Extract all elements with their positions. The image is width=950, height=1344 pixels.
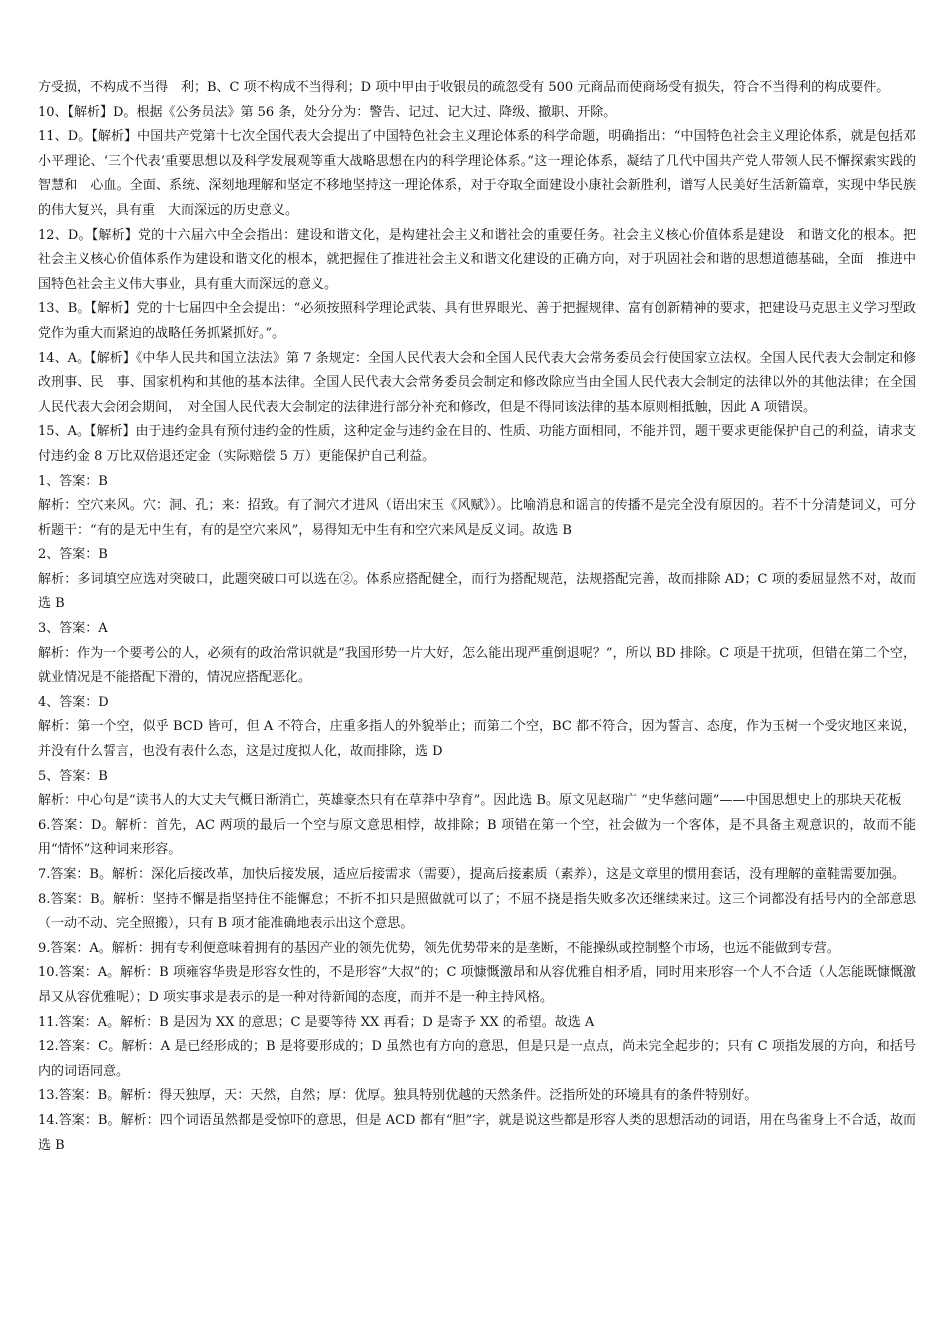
paragraph-q14-analysis: 14、A。【解析】《中华人民共和国立法法》第 7 条规定：全国人民代表大会和全国人民代表大会常务委员会行使国家立法权。全国人民代表大会制定和修改刑事、民 事、国家机构和其他的基本法律。全国人民代表大会常务委员会制定和修改除应当由全国人民代表大会制定的法律以外的其他法律；在全国人民代表大会闭会期间， 对全国人民代表大会制定的法律进行部分补充和修改，但是不得同该法律的基本原则相抵触，因此 A 项错误。 xyxy=(38,350,916,415)
answer-1: 1、答案：B xyxy=(38,473,108,489)
explanation-5: 解析：中心句是“读书人的大丈夫气概日渐消亡，英雄豪杰只有在草莽中孕育”。因此选 B。原文见赵瑞广 “史华慈问题”——中国思想史上的那块天花板 xyxy=(38,793,902,809)
answer-5: 5、答案：B xyxy=(38,768,108,784)
paragraph-q15-analysis: 15、A。【解析】由于违约金具有预付违约金的性质，这种定金与违约金在目的、性质、功能方面相同，不能并罚，题干要求更能保护自己的利益，请求支付违约金 8 万比双倍退还定金（实际赔偿 5 万）更能保护自己利益。 xyxy=(38,424,916,464)
answer-3: 3、答案：A xyxy=(38,621,108,637)
answer-11: 11.答案：A。解析：B 是因为 XX 的意思；C 是要等待 XX 再看；D 是寄予 XX 的希望。故选 A xyxy=(38,1014,595,1030)
explanation-2: 解析：多词填空应选对突破口，此题突破口可以选在②。体系应搭配健全，而行为搭配规范，法规搭配完善，故而排除 AD；C 项的委屈显然不对，故而选 B xyxy=(38,571,916,612)
paragraph-q11-analysis: 11、D。【解析】中国共产党第十七次全国代表大会提出了中国特色社会主义理论体系的科学命题，明确指出：“中国特色社会主义理论体系，就是包括邓 小平理论、‘三个代表’重要思想以及科学发展观等重大战略思想在内的科学理论体系。”这一理论体系，凝结了几代中国共产党人带领人民不懈探索实践的智慧和 心血。全面、系统、深刻地理解和坚定不移地坚持这一理论体系，对于夺取全面建设小康社会新胜利，谱写人民美好生活新篇章，实现中华民族的伟大复兴，具有重 大而深远的历史意义。 xyxy=(38,129,930,218)
paragraph-q10-analysis: 10、【解析】D。根据《公务员法》第 56 条，处分分为：警告、记过、记大过、降级、撤职、开除。 xyxy=(38,104,617,120)
answer-2: 2、答案：B xyxy=(38,547,108,563)
answer-6: 6.答案：D。解析：首先，AC 两项的最后一个空与原文意思相悖，故排除；B 项错在第一个空，社会做为一个客体，是不具备主观意识的，故而不能用“情怀”这种词来形容。 xyxy=(38,817,916,858)
answer-4: 4、答案：D xyxy=(38,694,109,710)
paragraph-q13-analysis: 13、B。【解析】党的十七届四中全会提出：“必须按照科学理论武装、具有世界眼光、善于把握规律、富有创新精神的要求，把建设马克思主义学习型政党作为重大而紧迫的战略任务抓紧抓好。”。 xyxy=(38,301,916,341)
answer-8: 8.答案：B。解析：坚持不懈是指坚持住不能懈怠；不折不扣只是照做就可以了；不屈不挠是指失败多次还继续来过。这三个词都没有括号内的全部意思（一动不动、完全照搬），只有 B 项才能准确地表示出这个意思。 xyxy=(38,891,916,932)
explanation-4: 解析：第一个空，似乎 BCD 皆可，但 A 不符合，庄重多指人的外貌举止；而第二个空，BC 都不符合，因为誓言、态度，作为玉树一个受灾地区来说，并没有什么誓言，也没有表什么态，这是过度拟人化，故而排除，选 D xyxy=(38,719,916,760)
paragraph-continuation: 方受损，不构成不当得 利；B、C 项不构成不当得利；D 项中甲由于收银员的疏忽受有 500 元商品而使商场受有损失，符合不当得利的构成要件。 xyxy=(38,80,890,95)
explanation-3: 解析：作为一个要考公的人，必须有的政治常识就是“我国形势一片大好，怎么能出现严重倒退呢？”，所以 BD 排除。C 项是干扰项，但错在第二个空，就业情况是不能搭配下滑的，情况应搭配恶化。 xyxy=(38,645,916,686)
answer-10: 10.答案：A。解析：B 项雍容华贵是形容女性的，不是形容“大叔”的；C 项慷慨激昂和从容优雅自相矛盾，同时用来形容一个人不合适（人怎能既慷慨激昂又从容优雅呢）；D 项实事求是表示的是一种对待新闻的态度，而并不是一种主持风格。 xyxy=(38,965,916,1005)
answer-13: 13.答案：B。解析：得天独厚，天：天然，自然；厚：优厚。独具特别优越的天然条件。泛指所处的环境具有的条件特别好。 xyxy=(38,1088,758,1104)
paragraph-q12-analysis: 12、D。【解析】党的十六届六中全会指出：建设和谐文化，是构建社会主义和谐社会的重要任务。社会主义核心价值体系是建设 和谐文化的根本。把社会主义核心价值体系作为建设和谐文化的根本，就把握住了推进社会主义和谐文化建设的正确方向，对于巩固社会和谐的思想道德基础，全面 推进中国特色社会主义伟大事业，具有重大而深远的意义。 xyxy=(38,227,916,292)
answer-9: 9.答案：A。解析：拥有专利便意味着拥有的基因产业的领先优势，领先优势带来的是垄断，不能操纵或控制整个市场，也远不能做到专营。 xyxy=(38,940,840,956)
answer-14: 14.答案：B。解析：四个词语虽然都是受惊吓的意思，但是 ACD 都有“胆”字，就是说这些都是形容人类的思想活动的词语，用在鸟雀身上不合适，故而选 B xyxy=(38,1112,916,1153)
answer-12: 12.答案：C。解析：A 是已经形成的；B 是将要形成的；D 虽然也有方向的意思，但是只是一点点，尚未完全起步的；只有 C 项指发展的方向，和括号内的词语同意。 xyxy=(38,1039,916,1079)
answer-7: 7.答案：B。解析：深化后接改革，加快后接发展，适应后接需求（需要），提高后接素质（素养），这是文章里的惯用套话，没有理解的童鞋需要加强。 xyxy=(38,867,905,882)
explanation-1: 解析：空穴来风。穴：洞、孔；来：招致。有了洞穴才进风（语出宋玉《风赋》）。比喻消息和谣言的传播不是完全没有原因的。若不十分清楚词义，可分析题干：“有的是无中生有，有的是空穴来风”，易得知无中生有和空穴来风是反义词。故选 B xyxy=(38,498,916,538)
